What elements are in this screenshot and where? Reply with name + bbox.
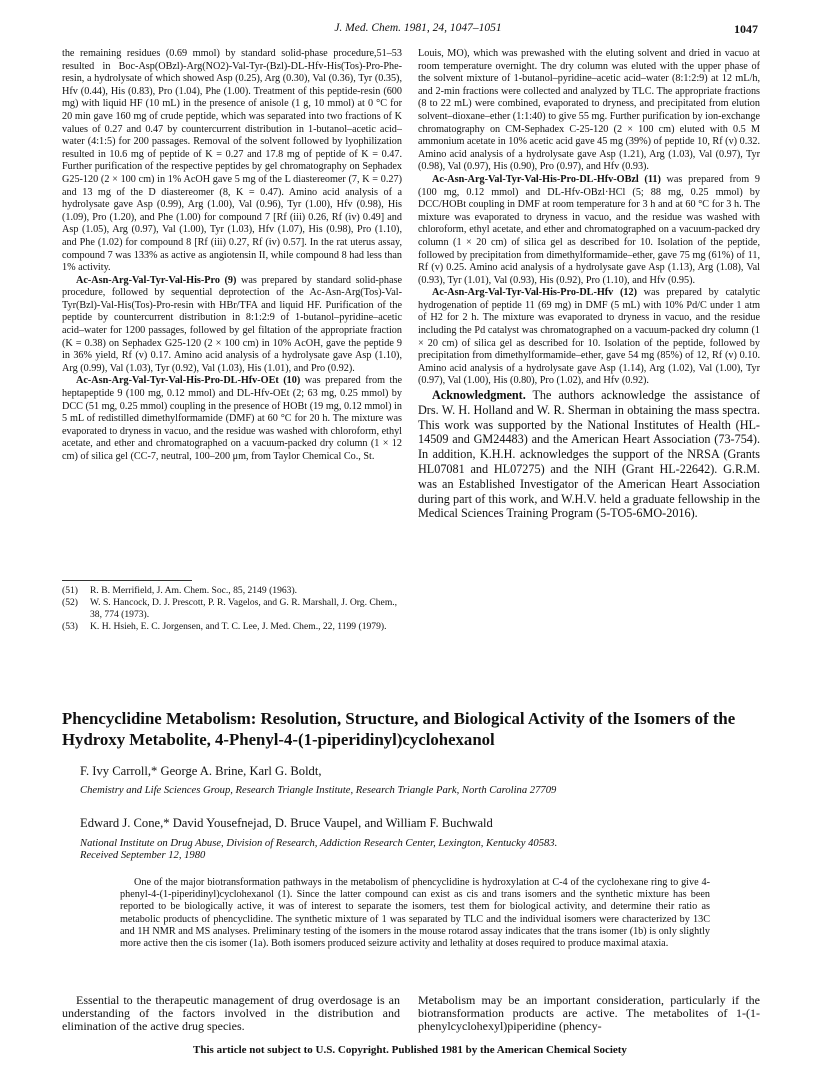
intro-paragraph-continued: Metabolism may be an important consideration, particularly if the biotransformation products are active. The metabolites of 1-(1-phenylcyclohexyl)piperidine (phency-: [418, 994, 760, 1034]
article-title: Phencyclidine Metabolism: Resolution, Structure, and Biological Activity of the Isomers of the Hydroxy Metabolite, 4-Phenyl-4-(1-piperidinyl)cyclohexanol: [62, 709, 736, 749]
reference-item: [62, 621, 402, 633]
left-column: [62, 48, 402, 578]
reference-number: (52): [62, 597, 78, 608]
copyright-footer: This article not subject to U.S. Copyright. Published 1981 by the American Chemical Society: [193, 1044, 627, 1056]
reference-list: [62, 585, 402, 633]
compound-heading-9: Ac-Asn-Arg-Val-Tyr-Val-His-Pro (9): [76, 274, 237, 286]
body-right-column: [418, 994, 760, 1034]
acknowledgment-heading: Acknowledgment.: [432, 388, 526, 403]
reference-item: [62, 585, 402, 597]
affiliation-rti: Chemistry and Life Sciences Group, Research Triangle Institute, Research Triangle Park, North Carolina 27709: [80, 785, 557, 796]
paragraph-body: was prepared from the heptapeptide 9 (100 mg, 0.12 mmol) and DL-Hfv-OEt (2; 63 mg, 0.25 mmol) by DCC (51 mg, 0.25 mmol) coupling in the presence of HOBt (19 mg, 0.12 mmol) in 5 mL of redistilled dimethylformamide (DMF) at 60 °C for 20 h. The mixture was evaporated to dryness in vacuo, and the residue was washed with chloroform, ethyl acetate, and ether and chromatographed on a vacuum-packed dry column (1 × 12 cm) of silica gel (CC-7, neutral, 100–200 μm, from Taylor Chemical Co., St.: [62, 375, 402, 462]
acknowledgment-body: The authors acknowledge the assistance of Drs. W. H. Holland and W. R. Sherman in obtaining the mass spectra. This work was supported by the National Institutes of Health (HL-14509 and GM24483) and the American Heart Association (73-754). In addition, K.H.H. acknowledges the support of the NRSA (Grants HL07081 and HL07275) and the NIH (Grant HL-22642). G.R.M. was an Established Investigator of the American Heart Association during part of this work, and W.H.V. held a graduate fellowship in the Medical Sciences Training Program (5-TO5-6MO-2016).: [418, 388, 760, 521]
paragraph-body: was prepared by catalytic hydrogenation of peptide 11 (69 mg) in DMF (5 mL) with 10% Pd/C under 1 atm of H2 for 2 h. The mixture was evaporated to dryness in vacuo, and the residue including the Pd catalyst was chromatographed on a vacuum-packed dry column (1 × 20 cm) of silica gel as described for 10. Isolation of the peptide, followed by precipitation from dimethylformamide–ether, gave 54 mg (85%) of 12, Rf (v) 0.10. Amino acid analysis of a hydrolysate gave Asp (1.14), Arg (1.02), Val (1.00), Tyr (0.97), Val (1.00), His (0.80), Pro (1.02), and Hfv (0.92).: [418, 287, 760, 387]
author-list-nida: Edward J. Cone,* David Yousefnejad, D. Bruce Vaupel, and William F. Buchwald: [80, 816, 493, 830]
reference-text: W. S. Hancock, D. J. Prescott, P. R. Vagelos, and G. R. Marshall, J. Org. Chem., 38, 774 (1973).: [90, 597, 398, 620]
author-list-rti: F. Ivy Carroll,* George A. Brine, Karl G. Boldt,: [80, 764, 322, 778]
affiliation-nida: National Institute on Drug Abuse, Division of Research, Addiction Research Center, Lexington, Kentucky 40583.: [80, 838, 558, 849]
page-number: 1047: [734, 22, 758, 36]
reference-item: [62, 597, 402, 621]
reference-number: (53): [62, 621, 78, 632]
journal-citation: J. Med. Chem. 1981, 24, 1047–1051: [334, 22, 502, 34]
compound-heading-12: Ac-Asn-Arg-Val-Tyr-Val-His-Pro-DL-Hfv (12): [432, 287, 637, 299]
reference-text: R. B. Merrifield, J. Am. Chem. Soc., 85, 2149 (1963).: [90, 585, 298, 596]
intro-paragraph: Essential to the therapeutic management of drug overdosage is an understanding of the factors involved in the distribution and elimination of the active drug species.: [62, 994, 400, 1034]
reference-text: K. H. Hsieh, E. C. Jorgensen, and T. C. Lee, J. Med. Chem., 22, 1199 (1979).: [90, 621, 387, 632]
running-header: [78, 22, 758, 38]
paragraph-synthesis-7-8: the remaining residues (0.69 mmol) by standard solid-phase procedure,51–53 resulted in Boc-Asp(OBzl)-Arg(NO2)-Val-Tyr-(Bzl)-DL-Hfv-His(Tos)-Pro-Phe-resin, a hydrolysate of which showed Asp (0.25), Arg (0.30), Val (0.36), Tyr (0.35), Hfv (0.44), His (0.83), Pro (1.04), Phe (1.00). Treatment of this peptide-resin (600 mg) with liquid HF (10 mL) in the presence of anisole (1 g, 10 mmol) at 0 °C for 20 min gave 160 mg of crude peptide, which was separated into two fractions of K values of 0.27 and 0.47 by countercurrent distribution in 1-butanol–acetic acid–water (4:1:5) for 200 passages. Removal of the solvent followed by lyophilization resulted in 10.6 mg of peptide of K = 0.27 and 17.8 mg of peptide of K = 0.47. Further purification of the respective peptides by gel chromatography on Sephadex G25-120 (2 × 100 cm) in 1% AcOH gave 5 mg of the L diastereomer (7, K = 0.27) and 13 mg of the D diastereomer (8, K = 0.47). Amino acid analysis of a hydrolysate gave Asp (0.99), Arg (1.00), Val (0.96), Tyr (1.00), Hfv (0.98), His (1.09), Pro (1.20), and Phe (1.00) for compound 7 [Rf (iii) 0.26, Rf (iv) 0.49] and Asp (1.05), Arg (0.97), Val (1.00), Tyr (1.03), Hfv (1.07), His (0.98), Pro (1.10), and Phe (1.02) for compound 8 [Rf (iii) 0.27, Rf (iv) 0.57]. In the rat uterus assay, compound 7 was 133% as active as angiotensin II, while compound 8 had less than 1% activity.: [62, 48, 402, 274]
paragraph-continued: Louis, MO), which was prewashed with the eluting solvent and dried in vacuo at room temperature overnight. The dry column was eluted with the upper phase of the solvent mixture of 1-butanol–pyridine–acetic acid–water (8:1:2:9) at 12 mL/h, and 2-min fractions were collected and analyzed by TLC. The appropriate fractions (8 to 22 mL) were combined, evaporated to dryness, and precipitated from elution solvent–dioxane–ether (1:1:40) to give 55 mg. Further purification by ion-exchange chromatography on CM-Sephadex C-25-120 (2 × 100 cm) eluted with 0.5 M ammonium acetate in 10% acetic acid gave 45 mg (39%) of peptide 10, Rf (v) 0.32. Amino acid analysis of a hydrolysate gave Asp (1.21), Arg (1.03), Val (0.97), Tyr (0.98), Val (0.97), His (0.90), Pro (0.97), and Hfv (0.93).: [418, 48, 760, 173]
received-date: Received September 12, 1980: [80, 850, 206, 861]
right-column: [418, 48, 760, 684]
acknowledgment: [418, 388, 760, 521]
paragraph-peptide-11: [418, 174, 760, 287]
paragraph-peptide-10: [62, 375, 402, 463]
footnote-divider: [62, 580, 192, 581]
reference-number: (51): [62, 585, 78, 596]
body-left-column: [62, 994, 400, 1034]
paragraph-peptide-12: [418, 287, 760, 388]
paragraph-body: was prepared from 9 (100 mg, 0.12 mmol) and DL-Hfv-OBzl·HCl (5; 88 mg, 0.25 mmol) by DCC/HOBt coupling in DMF at room temperature for 3 h and at 60 °C for 3 h. The mixture was evaporated to dryness in vacuo, and the residue was washed with chloroform, ethyl acetate, and ether and chromatographed on a vacuum-packed dry column (1 × 20 cm) of silica gel as described for 10. Isolation of the peptide, followed by precipitation from dimethylformamide–ether, gave 75 mg (61%) of 11, Rf (v) 0.25. Amino acid analysis of a hydrolysate gave Asp (1.13), Arg (1.08), Val (0.93), Tyr (1.01), Val (0.93), His (0.92), Pro (1.10), and Hfv (0.95).: [418, 173, 760, 286]
compound-heading-11: Ac-Asn-Arg-Val-Tyr-Val-His-Pro-DL-Hfv-OBzl (11): [432, 173, 661, 185]
paragraph-body: was prepared by standard solid-phase procedure, followed by sequential deprotection of the Ac-Asn-Arg(Tos)-Val-Tyr(Bzl)-Val-His(Tos)-Pro-resin with HBr/TFA and liquid HF. Purification of the peptide by countercurrent distribution in 8:1:2:9 of 1-butanol–pyridine–acetic acid–water for 1200 passages, followed by gel filtation of the appropriate fraction (K = 0.38) on Sephadex G25-120 (2 × 100 cm) in 10% AcOH, gave the peptide 9 in 36% yield, Rf (v) 0.17. Amino acid analysis of a hydrolysate gave Asp (1.10), Arg (0.99), Val (1.03), Tyr (0.92), Val (1.03), His (1.01), and Pro (0.92).: [62, 274, 402, 374]
paragraph-peptide-9: [62, 275, 402, 376]
abstract: One of the major biotransformation pathways in the metabolism of phencyclidine is hydroxylation at C-4 of the cyclohexane ring to give 4-phenyl-4-(1-piperidinyl)cyclohexanol (1). Since the latter compound can exist as cis and trans isomers and the synthetic mixture has been reported to be biologically active, it was of interest to separate the isomers, test them for biological activity, and determine their ratio as metabolic products of phencyclidine. The synthetic mixture of 1 was separated by TLC and the individual isomers were characterized by 13C and 1H NMR and MS analyses. Preliminary testing of the isomers in the mouse rotarod assay indicates that the trans isomer (1b) is only slightly more active then the cis isomer (1a). Both isomers produced seizure activity and lethality at doses required to produce maximal ataxia.: [120, 877, 710, 950]
compound-heading-10: Ac-Asn-Arg-Val-Tyr-Val-His-Pro-DL-Hfv-OEt (10): [76, 375, 301, 387]
